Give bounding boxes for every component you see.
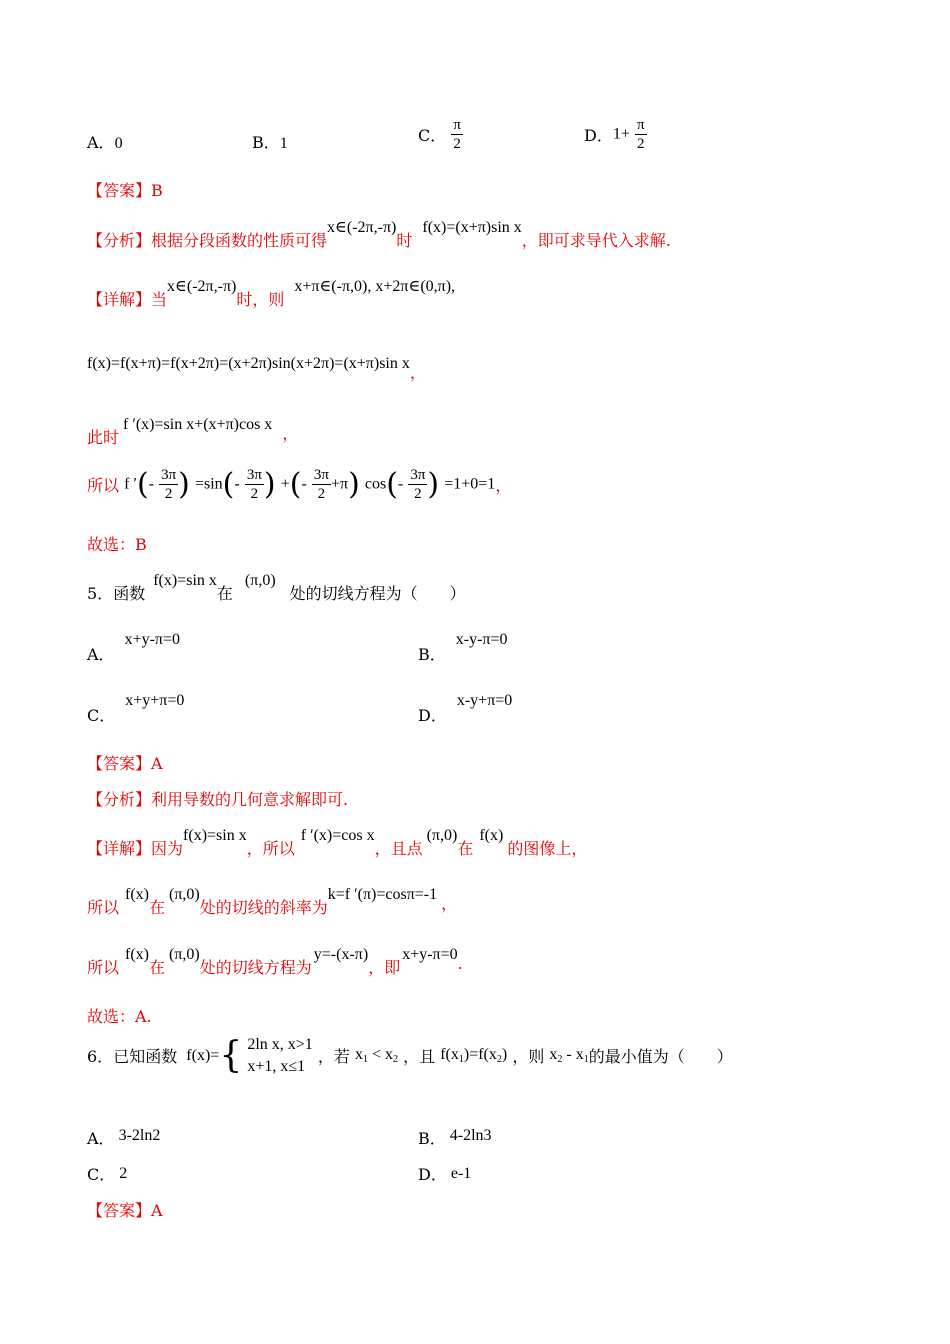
q5-detail-line2 xyxy=(87,881,458,917)
math-expr: x+y-π=0 xyxy=(402,946,458,963)
q4-option-d xyxy=(584,116,647,153)
punct: ， xyxy=(409,363,426,382)
paren: ) xyxy=(263,467,276,502)
math-expr: f ′(x)=sin x+(x+π)cos x xyxy=(123,416,273,433)
paren: ( xyxy=(386,467,398,502)
q5-detail-line1 xyxy=(87,822,588,858)
option-value: x-y+π=0 xyxy=(456,692,513,709)
detail-text: 处的切线方程为 xyxy=(199,958,312,977)
subscript: 2 xyxy=(393,1054,399,1066)
math-part: )=f(x xyxy=(463,1046,497,1064)
q4-option-c xyxy=(418,116,463,153)
answer-tag: 【答案】 xyxy=(87,181,152,200)
fraction xyxy=(159,466,178,503)
option-label: D． xyxy=(418,706,447,725)
detail-text: 因为 xyxy=(151,839,184,858)
fraction-num: 3π xyxy=(313,467,329,483)
fraction-num: 3π xyxy=(246,467,262,483)
paren: ( xyxy=(136,467,149,502)
detail-text: 此时 xyxy=(87,428,120,447)
option-label: C． xyxy=(87,706,116,725)
subscript: 1 xyxy=(583,1054,589,1066)
detail-tag: 【详解】 xyxy=(87,839,152,858)
fraction xyxy=(245,466,264,503)
q4-answer xyxy=(87,178,163,201)
math-expr: x∈(-2π,-π) xyxy=(167,278,237,295)
math-part: f(x xyxy=(440,1046,459,1064)
math-expr: f(x)=sin x xyxy=(183,827,247,844)
q5-answer xyxy=(87,751,163,774)
q6-option-c xyxy=(87,1160,127,1183)
piecewise-cases xyxy=(247,1034,312,1077)
q4-option-a xyxy=(87,130,123,153)
math-expr: - xyxy=(234,475,240,493)
analysis-text: 时 xyxy=(396,231,413,250)
math-expr: k=f ′(π)=cosπ=-1 xyxy=(327,886,438,903)
math-expr: f ′ xyxy=(124,475,137,493)
brace: { xyxy=(219,1035,243,1077)
analysis-tag: 【分析】 xyxy=(87,790,152,809)
detail-text: 的图像上， xyxy=(507,839,588,858)
detail-text: ，所以 xyxy=(246,839,295,858)
var-x: x xyxy=(385,1046,394,1064)
question-text: 函数 xyxy=(113,584,146,603)
subscript: 1 xyxy=(458,1054,464,1066)
question-text: ，若 xyxy=(317,1047,350,1067)
case-1: 2ln x, x>1 xyxy=(247,1036,313,1053)
operator: < xyxy=(371,1046,382,1064)
analysis-text: 利用导数的几何意求解即可. xyxy=(151,790,349,809)
math-expr xyxy=(440,1046,508,1066)
math-expr xyxy=(354,1046,399,1066)
math-part: ) xyxy=(501,1046,508,1064)
q6-answer xyxy=(87,1198,163,1221)
q5-stem xyxy=(87,567,466,603)
q4-detail-eq3 xyxy=(87,466,511,503)
math-expr: x∈(-2π,-π) xyxy=(327,219,397,236)
option-label: B． xyxy=(252,133,280,152)
q6-stem xyxy=(87,1034,733,1077)
fraction-den: 2 xyxy=(250,486,259,502)
answer-tag: 【答案】 xyxy=(87,754,152,773)
math-expr: f(x)= xyxy=(186,1046,220,1064)
fraction-den: 2 xyxy=(637,136,645,152)
option-label: A． xyxy=(87,133,115,152)
fraction xyxy=(408,466,427,503)
math-expr: - xyxy=(148,475,154,493)
math-expr xyxy=(549,1046,589,1066)
option-label: D． xyxy=(418,1165,447,1184)
fraction xyxy=(312,466,331,503)
paren: ) xyxy=(427,467,440,502)
fraction-den: 2 xyxy=(164,486,173,502)
detail-text: 在 xyxy=(149,898,166,917)
math-expr: =sin xyxy=(194,475,223,493)
option-value: 1 xyxy=(279,135,288,152)
question-number: 6． xyxy=(87,1047,114,1067)
option-label: A． xyxy=(87,1129,115,1148)
q5-analysis xyxy=(87,787,348,810)
punct: . xyxy=(457,954,463,973)
q4-detail-eq2 xyxy=(87,411,299,447)
detail-text: 在 xyxy=(149,958,166,977)
detail-text: 在 xyxy=(457,839,474,858)
math-expr: f ′(x)=cos x xyxy=(300,827,375,844)
math-expr: f(x)=(x+π)sin x xyxy=(422,219,522,236)
option-label: C． xyxy=(418,126,447,145)
question-text: 在 xyxy=(216,584,233,603)
math-expr: + xyxy=(280,475,290,493)
q5-choose: 故选：A. xyxy=(87,1007,152,1026)
math-expr: x+π∈(-π,0), x+2π∈(0,π), xyxy=(294,278,456,295)
fraction-num: 3π xyxy=(410,467,426,483)
analysis-text: 根据分段函数的性质可得 xyxy=(151,231,328,250)
math-expr: y=-(x-π) xyxy=(313,946,369,963)
var-x: x xyxy=(549,1046,558,1064)
answer-text: B xyxy=(151,181,163,200)
fraction-den: 2 xyxy=(317,486,326,502)
q6-option-a xyxy=(87,1122,161,1148)
option-prefix: 1+ xyxy=(612,125,630,143)
var-x: x xyxy=(354,1046,363,1064)
detail-text: 所以 xyxy=(87,898,120,917)
question-text: ，则 xyxy=(512,1047,545,1067)
answer-text: A xyxy=(151,754,163,773)
option-label: B． xyxy=(418,1129,446,1148)
q4-detail-line1 xyxy=(87,273,456,309)
q5-option-a xyxy=(87,626,181,664)
fraction xyxy=(635,116,647,153)
option-label: C． xyxy=(87,1165,116,1184)
detail-text: ，即 xyxy=(368,958,401,977)
paren: ( xyxy=(289,467,302,502)
math-expr: (π,0) xyxy=(169,886,200,903)
paren: ) xyxy=(178,467,190,502)
detail-tag: 【详解】 xyxy=(87,290,152,309)
option-value: 0 xyxy=(114,135,123,152)
math-expr: cos xyxy=(364,475,387,493)
case-2: x+1, x≤1 xyxy=(247,1057,306,1075)
question-text: ，且 xyxy=(403,1047,436,1067)
option-value: x+y-π=0 xyxy=(124,631,181,648)
punct: ， xyxy=(495,476,512,495)
option-label: B． xyxy=(418,645,446,664)
option-value: e-1 xyxy=(450,1165,472,1182)
fraction xyxy=(451,116,463,153)
math-expr: - xyxy=(301,475,307,493)
question-number: 5． xyxy=(87,584,114,603)
option-value: x+y+π=0 xyxy=(125,692,185,709)
math-expr: (π,0) xyxy=(426,827,458,844)
detail-text: ，且点 xyxy=(374,839,423,858)
subscript: 1 xyxy=(362,1054,368,1066)
math-expr: f(x) xyxy=(125,886,149,903)
q4-choose: 故选：B xyxy=(87,535,147,554)
q6-option-d xyxy=(418,1160,471,1183)
option-value: x-y-π=0 xyxy=(455,631,508,648)
math-expr: +π xyxy=(330,475,349,493)
punct: ， xyxy=(282,424,299,443)
math-expr: f(x) xyxy=(479,827,504,844)
answer-text: A xyxy=(151,1201,163,1220)
q4-detail-eq1 xyxy=(87,350,426,382)
detail-text: 时，则 xyxy=(236,290,285,309)
option-value: 3-2ln2 xyxy=(118,1127,161,1144)
detail-text: 所以 xyxy=(87,958,120,977)
q5-option-b xyxy=(418,626,508,664)
analysis-tag: 【分析】 xyxy=(87,231,152,250)
q5-option-d xyxy=(418,687,513,725)
answer-tag: 【答案】 xyxy=(87,1201,152,1220)
fraction-num: π xyxy=(636,117,645,133)
q6-option-b xyxy=(418,1122,492,1148)
analysis-text: ，即可求导代入求解. xyxy=(521,231,671,250)
question-text: 已知函数 xyxy=(113,1047,178,1067)
option-value: 4-2ln3 xyxy=(449,1127,492,1144)
q5-option-c xyxy=(87,687,185,725)
math-expr: =1+0=1 xyxy=(444,475,496,493)
math-expr: - xyxy=(397,475,404,493)
subscript: 2 xyxy=(557,1054,563,1066)
subscript: 2 xyxy=(496,1054,502,1066)
var-x: x xyxy=(575,1046,584,1064)
q4-analysis xyxy=(87,214,671,250)
detail-text: 处的切线的斜率为 xyxy=(199,898,328,917)
math-expr: f(x)=sin x xyxy=(153,572,217,589)
math-expr: (π,0) xyxy=(244,572,276,589)
fraction-den: 2 xyxy=(453,136,461,152)
paren: ( xyxy=(222,467,235,502)
paren: ) xyxy=(348,467,360,502)
option-value: 2 xyxy=(119,1165,128,1182)
option-label: D． xyxy=(584,126,613,145)
question-text: 的最小值为（ ） xyxy=(588,1047,733,1067)
math-expr: (π,0) xyxy=(169,946,200,963)
fraction-num: 3π xyxy=(161,467,177,483)
math-expr: f(x) xyxy=(125,946,149,963)
q4-option-b xyxy=(252,130,288,153)
operator: - xyxy=(566,1046,572,1064)
math-expr: f(x)=f(x+π)=f(x+2π)=(x+2π)sin(x+2π)=(x+π)sin x xyxy=(87,355,410,372)
punct: ， xyxy=(441,894,458,913)
detail-text: 所以 xyxy=(87,476,120,495)
detail-text: 当 xyxy=(151,290,168,309)
q5-detail-line3 xyxy=(87,941,463,977)
fraction-den: 2 xyxy=(414,486,422,502)
question-text: 处的切线方程为（ ） xyxy=(289,584,466,603)
fraction-num: π xyxy=(453,117,461,133)
option-label: A． xyxy=(87,645,115,664)
